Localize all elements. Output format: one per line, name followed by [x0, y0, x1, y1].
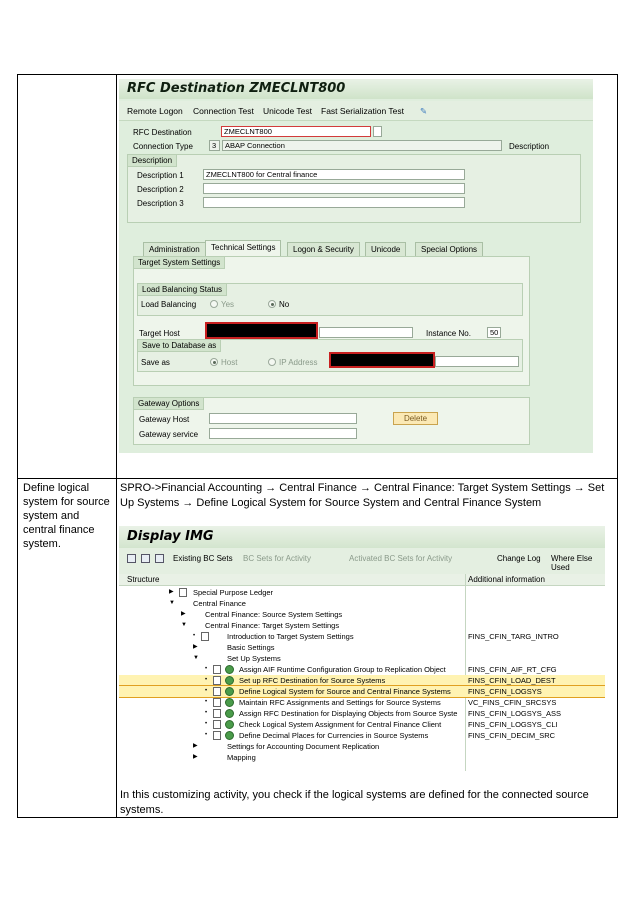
- bullet-icon: •: [205, 721, 208, 727]
- img-tree: [119, 574, 605, 771]
- execute-icon[interactable]: [225, 665, 234, 674]
- tree-node-label: Define Decimal Places for Currencies in Source Systems: [239, 731, 429, 740]
- tree-node-info: FINS_CFIN_DECIM_SRC: [468, 731, 556, 740]
- load-balancing-yes-radio[interactable]: [210, 300, 218, 308]
- document-icon: [201, 632, 209, 641]
- tree-node-label: Special Purpose Ledger: [193, 588, 274, 597]
- collapse-arrow-icon[interactable]: ▼: [193, 655, 199, 661]
- tree-row-highlighted[interactable]: [119, 675, 605, 686]
- load-balancing-yes-label: Yes: [221, 300, 235, 309]
- description-right-label: Description: [509, 142, 550, 151]
- bullet-icon: •: [205, 688, 208, 694]
- execute-icon[interactable]: [225, 676, 234, 685]
- delete-button[interactable]: Delete: [393, 412, 438, 425]
- save-to-database-title: Save to Database as: [138, 340, 221, 352]
- tree-node-info: FINS_CFIN_LOGSYS: [468, 687, 542, 696]
- display-img-title: Display IMG: [119, 526, 605, 548]
- unicode-test-button[interactable]: Unicode Test: [263, 106, 312, 116]
- tree-row[interactable]: [119, 730, 605, 741]
- collapse-arrow-icon[interactable]: ▼: [181, 622, 187, 628]
- gateway-service-field[interactable]: [209, 428, 357, 439]
- remote-logon-button[interactable]: Remote Logon: [127, 106, 183, 116]
- rfc-destination-field[interactable]: ZMECLNT800: [221, 126, 371, 137]
- tree-row[interactable]: [119, 609, 605, 620]
- tree-node-label: Assign AIF Runtime Configuration Group to Replication Object: [239, 665, 446, 674]
- tree-row[interactable]: [119, 708, 605, 719]
- tree-node-label: Central Finance: [193, 599, 246, 608]
- document-icon: [213, 676, 221, 685]
- bullet-icon: •: [205, 699, 208, 705]
- tree-node-info: FINS_CFIN_TARG_INTRO: [468, 632, 559, 641]
- tree-row[interactable]: [119, 620, 605, 631]
- tree-header: [119, 574, 605, 586]
- tree-row[interactable]: [119, 697, 605, 708]
- document-icon: [213, 731, 221, 740]
- tree-node-label: Basic Settings: [227, 643, 275, 652]
- expand-arrow-icon[interactable]: ▶: [193, 644, 198, 650]
- bullet-icon: •: [193, 633, 196, 639]
- expand-arrow-icon[interactable]: ▶: [193, 754, 198, 760]
- bc-sets-for-activity-button[interactable]: BC Sets for Activity: [243, 554, 312, 563]
- target-host-field[interactable]: [319, 327, 413, 338]
- target-system-settings-title: Target System Settings: [134, 257, 225, 269]
- tree-node-info: FINS_CFIN_LOGSYS_ASS: [468, 709, 561, 718]
- bullet-icon: •: [205, 677, 208, 683]
- tab-special-options[interactable]: Special Options: [415, 242, 483, 256]
- tree-node-label: Set Up Systems: [227, 654, 281, 663]
- row-divider: [18, 478, 617, 479]
- connection-type-code[interactable]: 3: [209, 140, 220, 151]
- expand-arrow-icon[interactable]: ▶: [193, 743, 198, 749]
- save-as-host-radio[interactable]: [210, 358, 218, 366]
- save-as-label: Save as: [141, 358, 170, 367]
- structure-column-header: Structure: [127, 575, 160, 584]
- description2-label: Description 2: [137, 185, 184, 194]
- load-balancing-no-radio[interactable]: [268, 300, 276, 308]
- description1-label: Description 1: [137, 171, 184, 180]
- tree-row[interactable]: [119, 587, 605, 598]
- tab-unicode[interactable]: Unicode: [365, 242, 406, 256]
- tree-node-label: Set up RFC Destination for Source Systems: [239, 676, 386, 685]
- description-group-title: Description: [128, 155, 177, 167]
- execute-icon[interactable]: [225, 698, 234, 707]
- gateway-host-label: Gateway Host: [139, 415, 190, 424]
- info-column-header: Additional information: [468, 575, 545, 584]
- expand-arrow-icon[interactable]: ▶: [181, 611, 186, 617]
- tree-node-label: Settings for Accounting Document Replication: [227, 742, 380, 751]
- tree-node-label: Define Logical System for Source and Central Finance Systems: [239, 687, 451, 696]
- description3-field[interactable]: [203, 197, 465, 208]
- execute-icon[interactable]: [225, 709, 234, 718]
- document-icon: [179, 588, 187, 597]
- collapse-arrow-icon[interactable]: ▼: [169, 600, 175, 606]
- tree-row-selected[interactable]: [119, 686, 605, 697]
- tree-node-label: Maintain RFC Assignments and Settings for Source Systems: [239, 698, 441, 707]
- description2-field[interactable]: [203, 183, 465, 194]
- tree-node-label: Central Finance: Target System Settings: [205, 621, 340, 630]
- gateway-service-label: Gateway service: [139, 430, 199, 439]
- change-log-button[interactable]: Change Log: [497, 554, 541, 563]
- img-toolbar: [119, 549, 605, 572]
- execute-icon[interactable]: [225, 687, 234, 696]
- document-table: [17, 74, 618, 818]
- connection-test-button[interactable]: Connection Test: [193, 106, 254, 116]
- activated-bc-sets-button[interactable]: Activated BC Sets for Activity: [349, 554, 453, 563]
- bullet-icon: •: [205, 732, 208, 738]
- tree-node-info: VC_FINS_CFIN_SRCSYS: [468, 698, 557, 707]
- ip-address-redaction: [329, 352, 435, 368]
- document-icon: [213, 720, 221, 729]
- document-icon: [213, 687, 221, 696]
- step-description: Define logical system for source system and central finance system.: [23, 482, 110, 550]
- gateway-host-field[interactable]: [209, 413, 357, 424]
- tree-node-label: Mapping: [227, 753, 256, 762]
- tab-technical-settings[interactable]: Technical Settings: [205, 240, 281, 256]
- target-host-redaction: [205, 322, 318, 339]
- rfc-destination-screenshot: [119, 79, 593, 453]
- spro-path: SPRO->Financial Accounting → Central Finance → Central Finance: Target System Settings → Set Up Systems → Define Logical System for Source System and Central Finance System: [120, 482, 605, 509]
- instance-no-label: Instance No.: [426, 329, 471, 338]
- tab-logon-security[interactable]: Logon & Security: [287, 242, 360, 256]
- tree-row[interactable]: [119, 719, 605, 730]
- rfc-title: RFC Destination ZMECLNT800: [119, 79, 593, 99]
- rfc-toolbar: [119, 101, 593, 121]
- document-icon: [213, 709, 221, 718]
- document-icon: [213, 665, 221, 674]
- tree-row[interactable]: [119, 598, 605, 609]
- wrench-icon[interactable]: ✎: [420, 106, 428, 116]
- document-icon: [213, 698, 221, 707]
- load-balancing-status-title: Load Balancing Status: [138, 284, 227, 296]
- ip-address-field[interactable]: [435, 356, 519, 367]
- collapse-icon[interactable]: [141, 554, 150, 563]
- target-host-label: Target Host: [139, 329, 180, 338]
- column-divider: [116, 75, 117, 817]
- tree-node-info: FINS_CFIN_AIF_RT_CFG: [468, 665, 557, 674]
- tab-administration[interactable]: Administration: [143, 242, 206, 256]
- save-as-ip-radio[interactable]: [268, 358, 276, 366]
- display-img-screenshot: [119, 526, 605, 771]
- where-else-used-button[interactable]: Where Else Used: [551, 554, 593, 572]
- existing-bc-sets-button[interactable]: Existing BC Sets: [173, 554, 233, 563]
- tree-node-label: Assign RFC Destination for Displaying Objects from Source Syste: [239, 709, 458, 718]
- tree-node-label: Introduction to Target System Settings: [227, 632, 354, 641]
- tree-node-info: FINS_CFIN_LOAD_DEST: [468, 676, 556, 685]
- tree-row[interactable]: [119, 752, 605, 763]
- save-as-host-label: Host: [221, 358, 238, 367]
- search-help-icon[interactable]: [373, 126, 382, 137]
- expand-arrow-icon[interactable]: ▶: [169, 589, 174, 595]
- execute-icon[interactable]: [225, 720, 234, 729]
- activity-explanation: In this customizing activity, you check if the logical systems are defined for the connected source systems.: [120, 789, 589, 816]
- connection-type-field: ABAP Connection: [222, 140, 502, 151]
- document-icon[interactable]: [155, 554, 164, 563]
- connection-type-label: Connection Type: [133, 142, 193, 151]
- execute-icon[interactable]: [225, 731, 234, 740]
- load-balancing-label: Load Balancing: [141, 300, 197, 309]
- load-balancing-no-label: No: [279, 300, 290, 309]
- description3-label: Description 3: [137, 199, 184, 208]
- tree-node-label: Check Logical System Assignment for Central Finance Client: [239, 720, 442, 729]
- tree-row[interactable]: [119, 631, 605, 642]
- tree-row[interactable]: [119, 653, 605, 664]
- bullet-icon: •: [205, 666, 208, 672]
- tree-row[interactable]: [119, 642, 605, 653]
- bullet-icon: •: [205, 710, 208, 716]
- tree-row[interactable]: [119, 741, 605, 752]
- gateway-options-title: Gateway Options: [134, 398, 204, 410]
- tree-row[interactable]: [119, 664, 605, 675]
- expand-icon[interactable]: [127, 554, 136, 563]
- tree-node-label: Central Finance: Source System Settings: [205, 610, 343, 619]
- instance-no-field[interactable]: 50: [487, 327, 501, 338]
- rfc-destination-label: RFC Destination: [133, 128, 192, 137]
- tree-node-info: FINS_CFIN_LOGSYS_CLI: [468, 720, 558, 729]
- fast-serialization-test-button[interactable]: Fast Serialization Test: [321, 106, 404, 116]
- description1-field[interactable]: ZMECLNT800 for Central finance: [203, 169, 465, 180]
- save-as-ip-label: IP Address: [279, 358, 318, 367]
